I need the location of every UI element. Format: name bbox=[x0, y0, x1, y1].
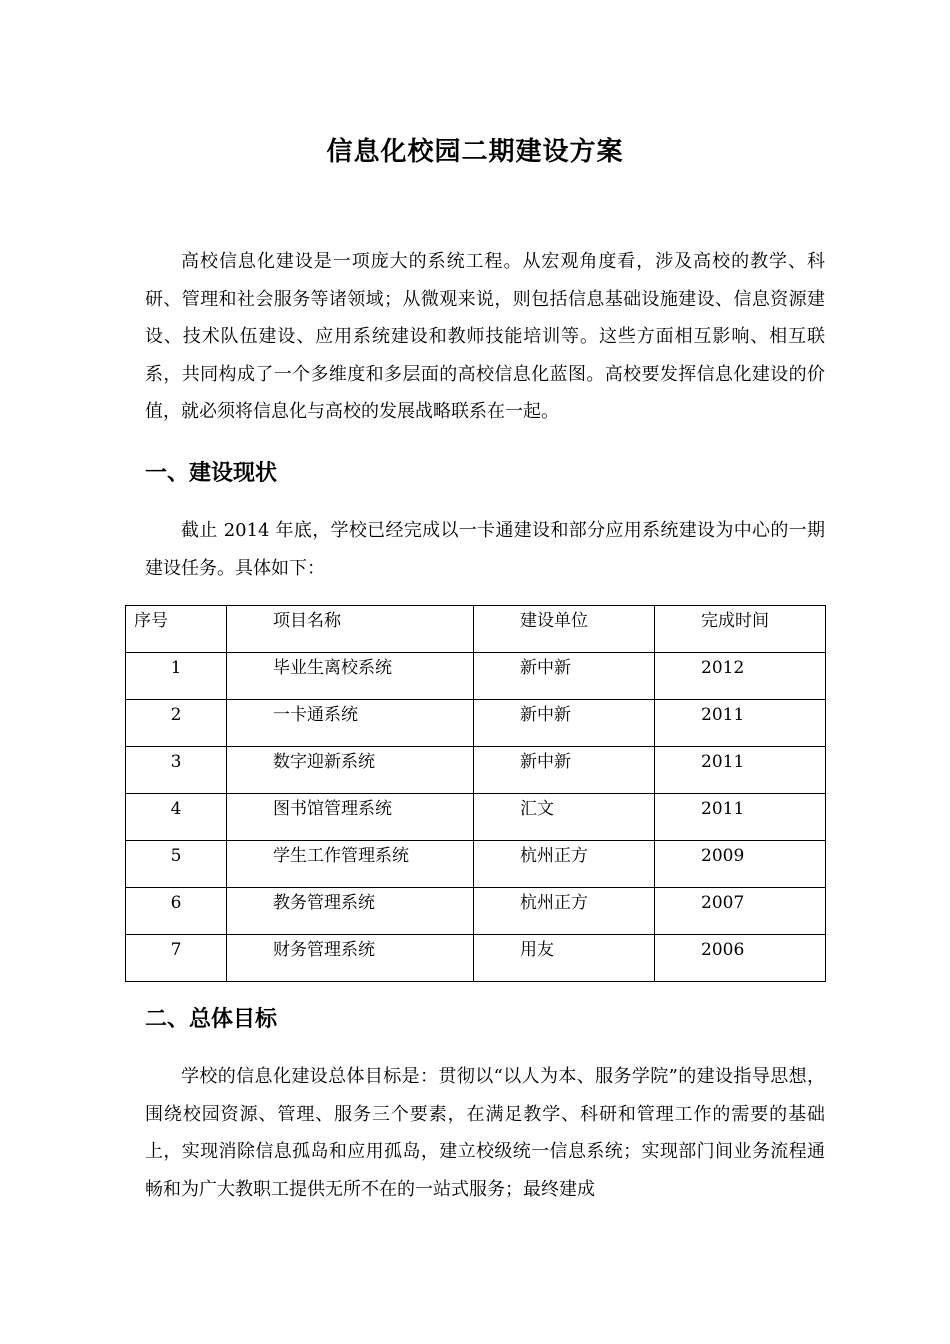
cell-project-name: 图书馆管理系统 bbox=[227, 794, 474, 841]
cell-builder: 用友 bbox=[474, 935, 655, 982]
cell-completion-time: 2011 bbox=[655, 700, 826, 747]
cell-builder: 新中新 bbox=[474, 700, 655, 747]
cell-builder: 汇文 bbox=[474, 794, 655, 841]
header-cell-builder: 建设单位 bbox=[474, 606, 655, 653]
intro-paragraph: 高校信息化建设是一项庞大的系统工程。从宏观角度看，涉及高校的教学、科研、管理和社会服务等诸领域；从微观来说，则包括信息基础设施建设、信息资源建设、技术队伍建设、应用系统建设和教师技能培训等。这些方面相互影响、相互联系，共同构成了一个多维度和多层面的高校信息化蓝图。高校要发挥信息化建设的价值，就必须将信息化与高校的发展战略联系在一起。 bbox=[145, 251, 825, 422]
section-heading-goals: 二、总体目标 bbox=[145, 1007, 278, 1032]
cell-number: 2 bbox=[126, 700, 227, 747]
table-row bbox=[126, 935, 826, 982]
cell-number: 4 bbox=[126, 794, 227, 841]
header-cell-completion-time: 完成时间 bbox=[655, 606, 826, 653]
cell-project-name: 教务管理系统 bbox=[227, 888, 474, 935]
table-row bbox=[126, 794, 826, 841]
table-row bbox=[126, 841, 826, 888]
cell-builder: 新中新 bbox=[474, 747, 655, 794]
cell-project-name: 一卡通系统 bbox=[227, 700, 474, 747]
cell-project-name: 毕业生离校系统 bbox=[227, 653, 474, 700]
table-row bbox=[126, 700, 826, 747]
projects-table bbox=[125, 605, 826, 982]
cell-number: 6 bbox=[126, 888, 227, 935]
cell-project-name: 数字迎新系统 bbox=[227, 747, 474, 794]
header-cell-number: 序号 bbox=[126, 606, 227, 653]
cell-completion-time: 2012 bbox=[655, 653, 826, 700]
cell-builder: 新中新 bbox=[474, 653, 655, 700]
cell-completion-time: 2007 bbox=[655, 888, 826, 935]
cell-number: 5 bbox=[126, 841, 227, 888]
cell-completion-time: 2006 bbox=[655, 935, 826, 982]
table-header-row bbox=[126, 606, 826, 653]
header-cell-project-name: 项目名称 bbox=[227, 606, 474, 653]
cell-builder: 杭州正方 bbox=[474, 888, 655, 935]
cell-number: 1 bbox=[126, 653, 227, 700]
cell-number: 3 bbox=[126, 747, 227, 794]
cell-project-name: 学生工作管理系统 bbox=[227, 841, 474, 888]
cell-completion-time: 2011 bbox=[655, 794, 826, 841]
goals-paragraph: 学校的信息化建设总体目标是：贯彻以“以人为本、服务学院”的建设指导思想，围绕校园资源、管理、服务三个要素，在满足教学、科研和管理工作的需要的基础上，实现消除信息孤岛和应用孤岛，建立校级统一信息系统；实现部门间业务流程通畅和为广大教职工提供无所不在的一站式服务；最终建成 bbox=[145, 1066, 825, 1200]
table-row bbox=[126, 747, 826, 794]
status-paragraph: 截止 2014 年底，学校已经完成以一卡通建设和部分应用系统建设为中心的一期建设任务。具体如下： bbox=[145, 520, 825, 579]
cell-completion-time: 2011 bbox=[655, 747, 826, 794]
section-heading-status: 一、建设现状 bbox=[145, 461, 278, 486]
cell-project-name: 财务管理系统 bbox=[227, 935, 474, 982]
cell-completion-time: 2009 bbox=[655, 841, 826, 888]
cell-number: 7 bbox=[126, 935, 227, 982]
document-title: 信息化校园二期建设方案 bbox=[326, 137, 624, 167]
table-row bbox=[126, 653, 826, 700]
cell-builder: 杭州正方 bbox=[474, 841, 655, 888]
table-row bbox=[126, 888, 826, 935]
